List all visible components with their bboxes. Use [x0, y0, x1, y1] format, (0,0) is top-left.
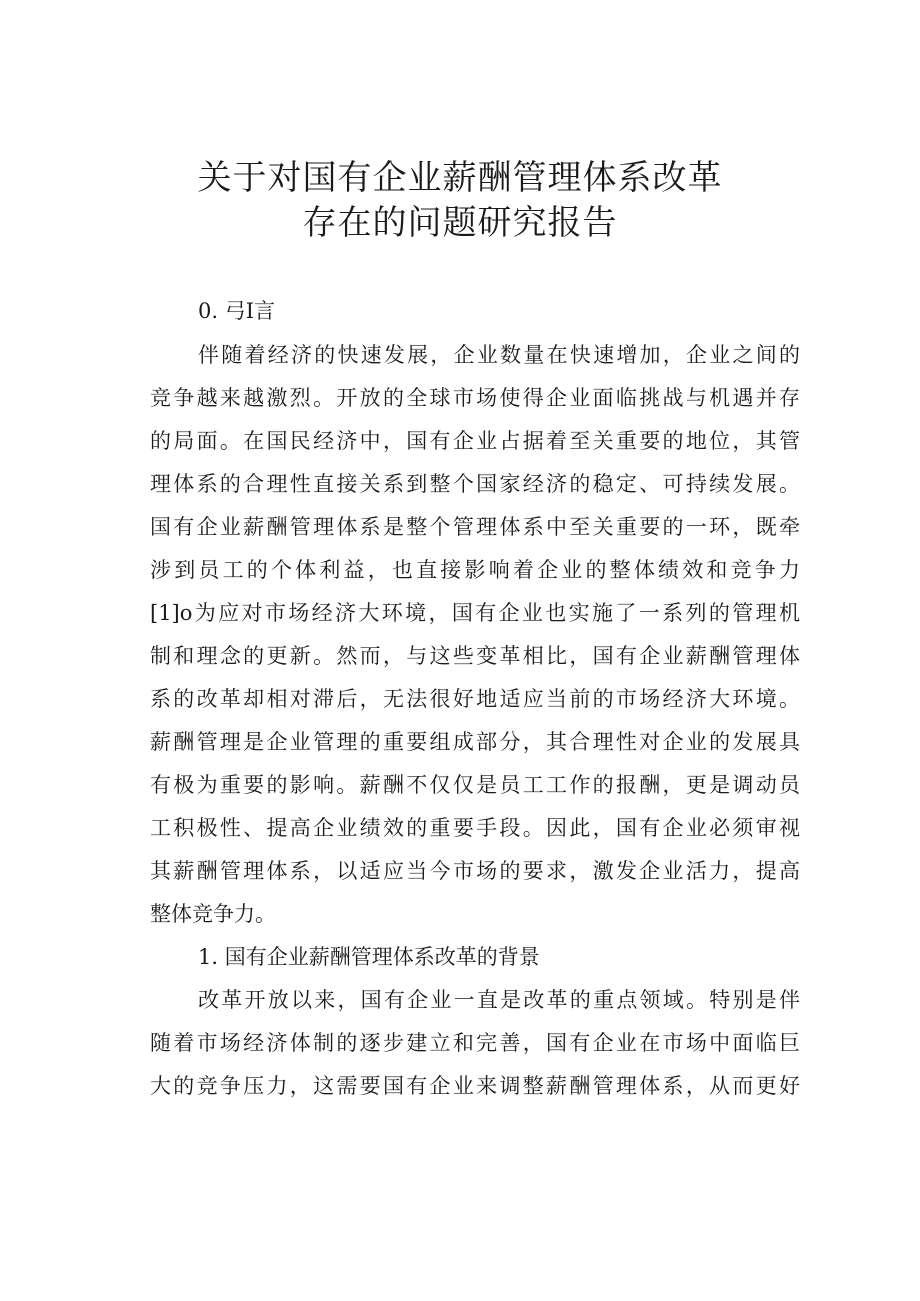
paragraph-line: 工积极性、提高企业绩效的重要手段。因此，国有企业必须审视 — [150, 816, 800, 840]
paragraph-line: 有极为重要的影响。薪酬不仅仅是员工工作的报酬，更是调动员 — [150, 773, 800, 797]
paragraph-line: 大的竞争压力，这需要国有企业来调整薪酬管理体系，从而更好 — [150, 1074, 800, 1098]
paragraph-line: 改革开放以来，国有企业一直是改革的重点领域。特别是伴 — [198, 988, 800, 1012]
paragraph-line: 薪酬管理是企业管理的重要组成部分，其合理性对企业的发展具 — [150, 730, 800, 754]
paragraph-line: 随着市场经济体制的逐步建立和完善，国有企业在市场中面临巨 — [150, 1031, 800, 1055]
paragraph-line: 竞争越来越激烈。开放的全球市场使得企业面临挑战与机遇并存 — [150, 386, 800, 410]
paragraph-line: 其薪酬管理体系，以适应当今市场的要求，激发企业活力，提高 — [150, 859, 800, 883]
paragraph-line: 系的改革却相对滞后，无法很好地适应当前的市场经济大环境。 — [150, 687, 800, 711]
section-heading-background: 1. 国有企业薪酬管理体系改革的背景 — [198, 945, 540, 969]
paragraph-line: 整体竞争力。 — [150, 902, 276, 926]
document-title-line-1: 关于对国有企业薪酬管理体系改革 — [197, 158, 723, 198]
section-heading-introduction: 0. 弓I言 — [198, 299, 276, 323]
paragraph-line: [1]o为应对市场经济大环境，国有企业也实施了一系列的管理机 — [150, 601, 800, 625]
paragraph-line: 涉到员工的个体利益，也直接影响着企业的整体绩效和竞争力 — [150, 558, 800, 582]
paragraph-line: 制和理念的更新。然而，与这些变革相比，国有企业薪酬管理体 — [150, 644, 800, 668]
paragraph-line: 的局面。在国民经济中，国有企业占据着至关重要的地位，其管 — [150, 429, 800, 453]
paragraph-line: 伴随着经济的快速发展，企业数量在快速增加，企业之间的 — [198, 343, 800, 367]
paragraph-line: 国有企业薪酬管理体系是整个管理体系中至关重要的一环，既牵 — [150, 515, 800, 539]
paragraph-line: 理体系的合理性直接关系到整个国家经济的稳定、可持续发展。 — [150, 472, 800, 496]
document-title-line-2: 存在的问题研究报告 — [302, 203, 618, 243]
